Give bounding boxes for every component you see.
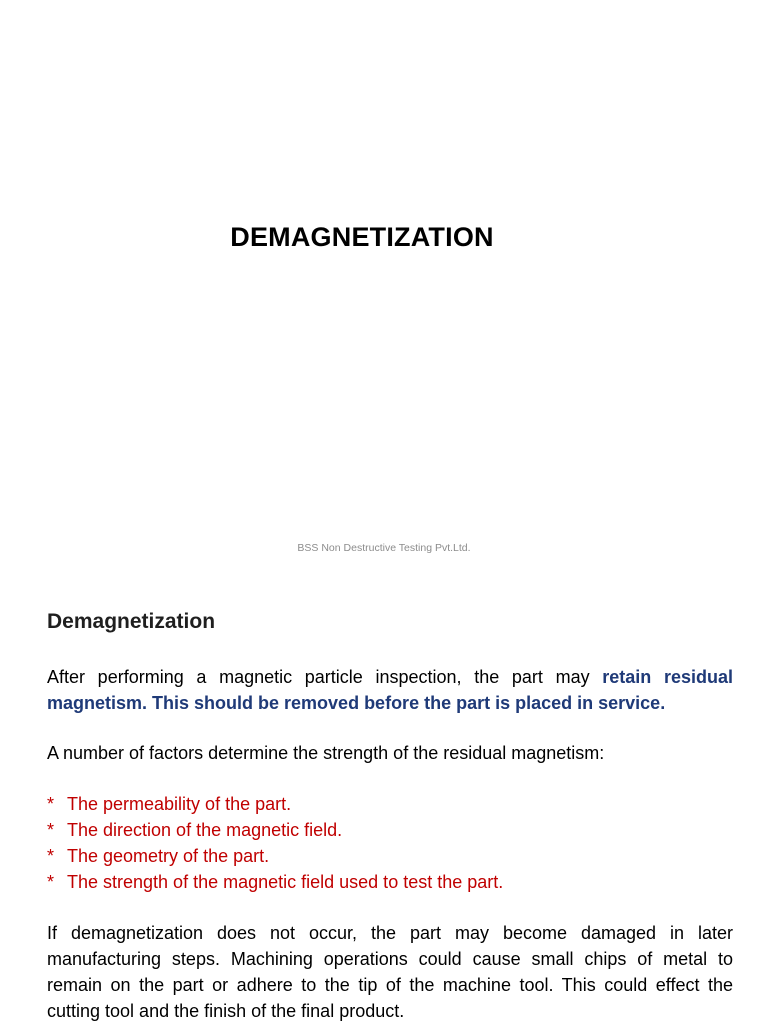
highlight-period: . (660, 693, 666, 713)
bullet-marker: * (47, 872, 55, 892)
list-item-text: The geometry of the part. (67, 846, 270, 866)
bullet-marker: * (47, 794, 55, 814)
section-heading: Demagnetization (47, 610, 216, 633)
list-item (47, 817, 733, 843)
list-item-text: The permeability of the part. (67, 794, 292, 814)
bullet-marker: * (47, 846, 55, 866)
content-slide (0, 576, 768, 1024)
bullet-marker: * (47, 820, 55, 840)
slide-footer: BSS Non Destructive Testing Pvt.Ltd. (297, 542, 471, 554)
factor-list (47, 791, 733, 895)
intro-paragraph (47, 664, 733, 716)
factors-intro: A number of factors determine the strength of the residual magnetism: (47, 743, 605, 763)
list-item (47, 869, 733, 895)
list-item-text: The direction of the magnetic field. (67, 820, 343, 840)
slide-title: DEMAGNETIZATION (230, 222, 494, 252)
list-item (47, 791, 733, 817)
list-item-text: The strength of the magnetic field used to test the part. (67, 872, 504, 892)
intro-text: After performing a magnetic particle inspection, the part may (47, 667, 603, 687)
highlight-text: retain residual magnetism. This should be removed before the part is placed in service (47, 667, 733, 713)
list-item (47, 843, 733, 869)
consequence-paragraph: If demagnetization does not occur, the part may become damaged in later manufacturing steps. Machining operations could cause small chips of metal to remain on the part or adhere to the tip of the machine tool. This could effect the cutting tool and the finish of the final product. (47, 923, 733, 1021)
